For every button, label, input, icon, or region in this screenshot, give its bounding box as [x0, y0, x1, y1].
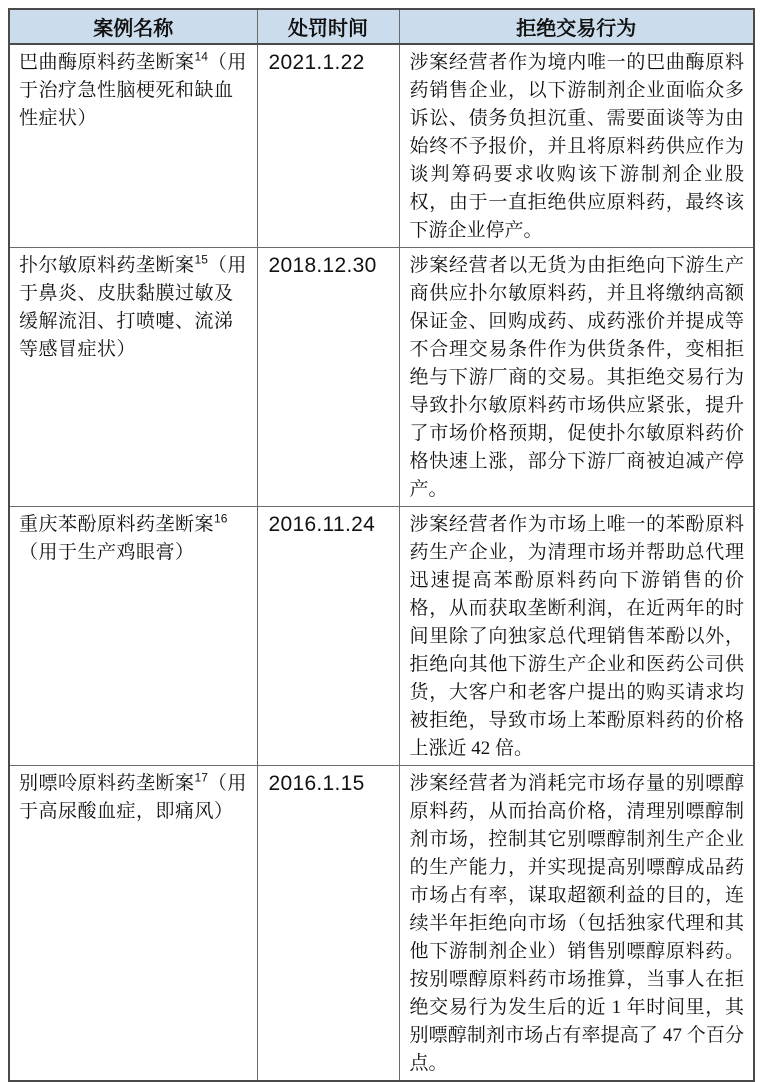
- header-row: [9, 9, 754, 44]
- case-name-text: 别嘌呤原料药垄断案: [19, 773, 195, 794]
- case-name-cell: [9, 248, 257, 507]
- table-row: [9, 766, 754, 1082]
- case-name-cell: [9, 44, 257, 248]
- footnote-superscript: 16: [214, 511, 228, 526]
- monopoly-cases-table: [8, 8, 755, 1082]
- case-name-text: 重庆苯酚原料药垄断案: [19, 514, 215, 535]
- behavior-cell: 涉案经营者为消耗完市场存量的别嘌醇原料药，从而抬高价格，清理别嘌醇制剂市场，控制其它别嘌醇制剂生产企业的生产能力，并实现提高别嘌醇成品药市场占有率，谋取超额利益的目的，连续半年拒绝向市场（包括独家代理和其他下游制剂企业）销售别嘌醇原料药。按别嘌醇原料药市场推算，当事人在拒绝交易行为发生后的近 1 年时间里，其别嘌醇制剂市场占有率提高了 47 个百分点。: [399, 766, 754, 1082]
- footnote-superscript: 14: [194, 49, 208, 64]
- column-header-behavior: 拒绝交易行为: [399, 9, 754, 44]
- table-row: [9, 248, 754, 507]
- case-name-text: 巴曲酶原料药垄断案: [19, 52, 195, 73]
- case-name-note: （用于鼻炎、皮肤黏膜过敏及缓解流泪、打喷嚏、流涕等感冒症状）: [19, 255, 247, 360]
- penalty-date-cell: 2021.1.22: [257, 44, 399, 248]
- penalty-date-cell: 2018.12.30: [257, 248, 399, 507]
- penalty-date-cell: 2016.1.15: [257, 766, 399, 1082]
- case-name-text: 扑尔敏原料药垄断案: [19, 255, 195, 276]
- behavior-cell: 涉案经营者以无货为由拒绝向下游生产商供应扑尔敏原料药，并且将缴纳高额保证金、回购成药、成药涨价并提成等不合理交易条件作为供货条件，变相拒绝与下游厂商的交易。其拒绝交易行为导致扑尔敏原料药市场供应紧张，提升了市场价格预期，促使扑尔敏原料药价格快速上涨，部分下游厂商被迫减产停产。: [399, 248, 754, 507]
- case-name-cell: [9, 507, 257, 766]
- footnote-superscript: 15: [194, 252, 208, 267]
- table-row: [9, 44, 754, 248]
- case-name-note: （用于治疗急性脑梗死和缺血性症状）: [19, 52, 247, 129]
- footnote-superscript: 17: [194, 770, 208, 785]
- case-name-cell: [9, 766, 257, 1082]
- penalty-date-cell: 2016.11.24: [257, 507, 399, 766]
- behavior-cell: 涉案经营者作为境内唯一的巴曲酶原料药销售企业，以下游制剂企业面临众多诉讼、债务负担沉重、需要面谈等为由始终不予报价，并且将原料药供应作为谈判筹码要求收购该下游制剂企业股权，由于一直拒绝供应原料药，最终该下游企业停产。: [399, 44, 754, 248]
- column-header-penalty-date: 处罚时间: [257, 9, 399, 44]
- behavior-cell: 涉案经营者作为市场上唯一的苯酚原料药生产企业，为清理市场并帮助总代理迅速提高苯酚原料药向下游销售的价格，从而获取垄断利润，在近两年的时间里除了向独家总代理销售苯酚以外，拒绝向其他下游生产企业和医药公司供货，大客户和老客户提出的购买请求均被拒绝，导致市场上苯酚原料药的价格上涨近 42 倍。: [399, 507, 754, 766]
- case-name-note: （用于生产鸡眼膏）: [19, 542, 195, 563]
- document-page: [8, 8, 753, 1082]
- table-row: [9, 507, 754, 766]
- case-name-note: （用于高尿酸血症，即痛风）: [19, 773, 247, 822]
- column-header-case-name: 案例名称: [9, 9, 257, 44]
